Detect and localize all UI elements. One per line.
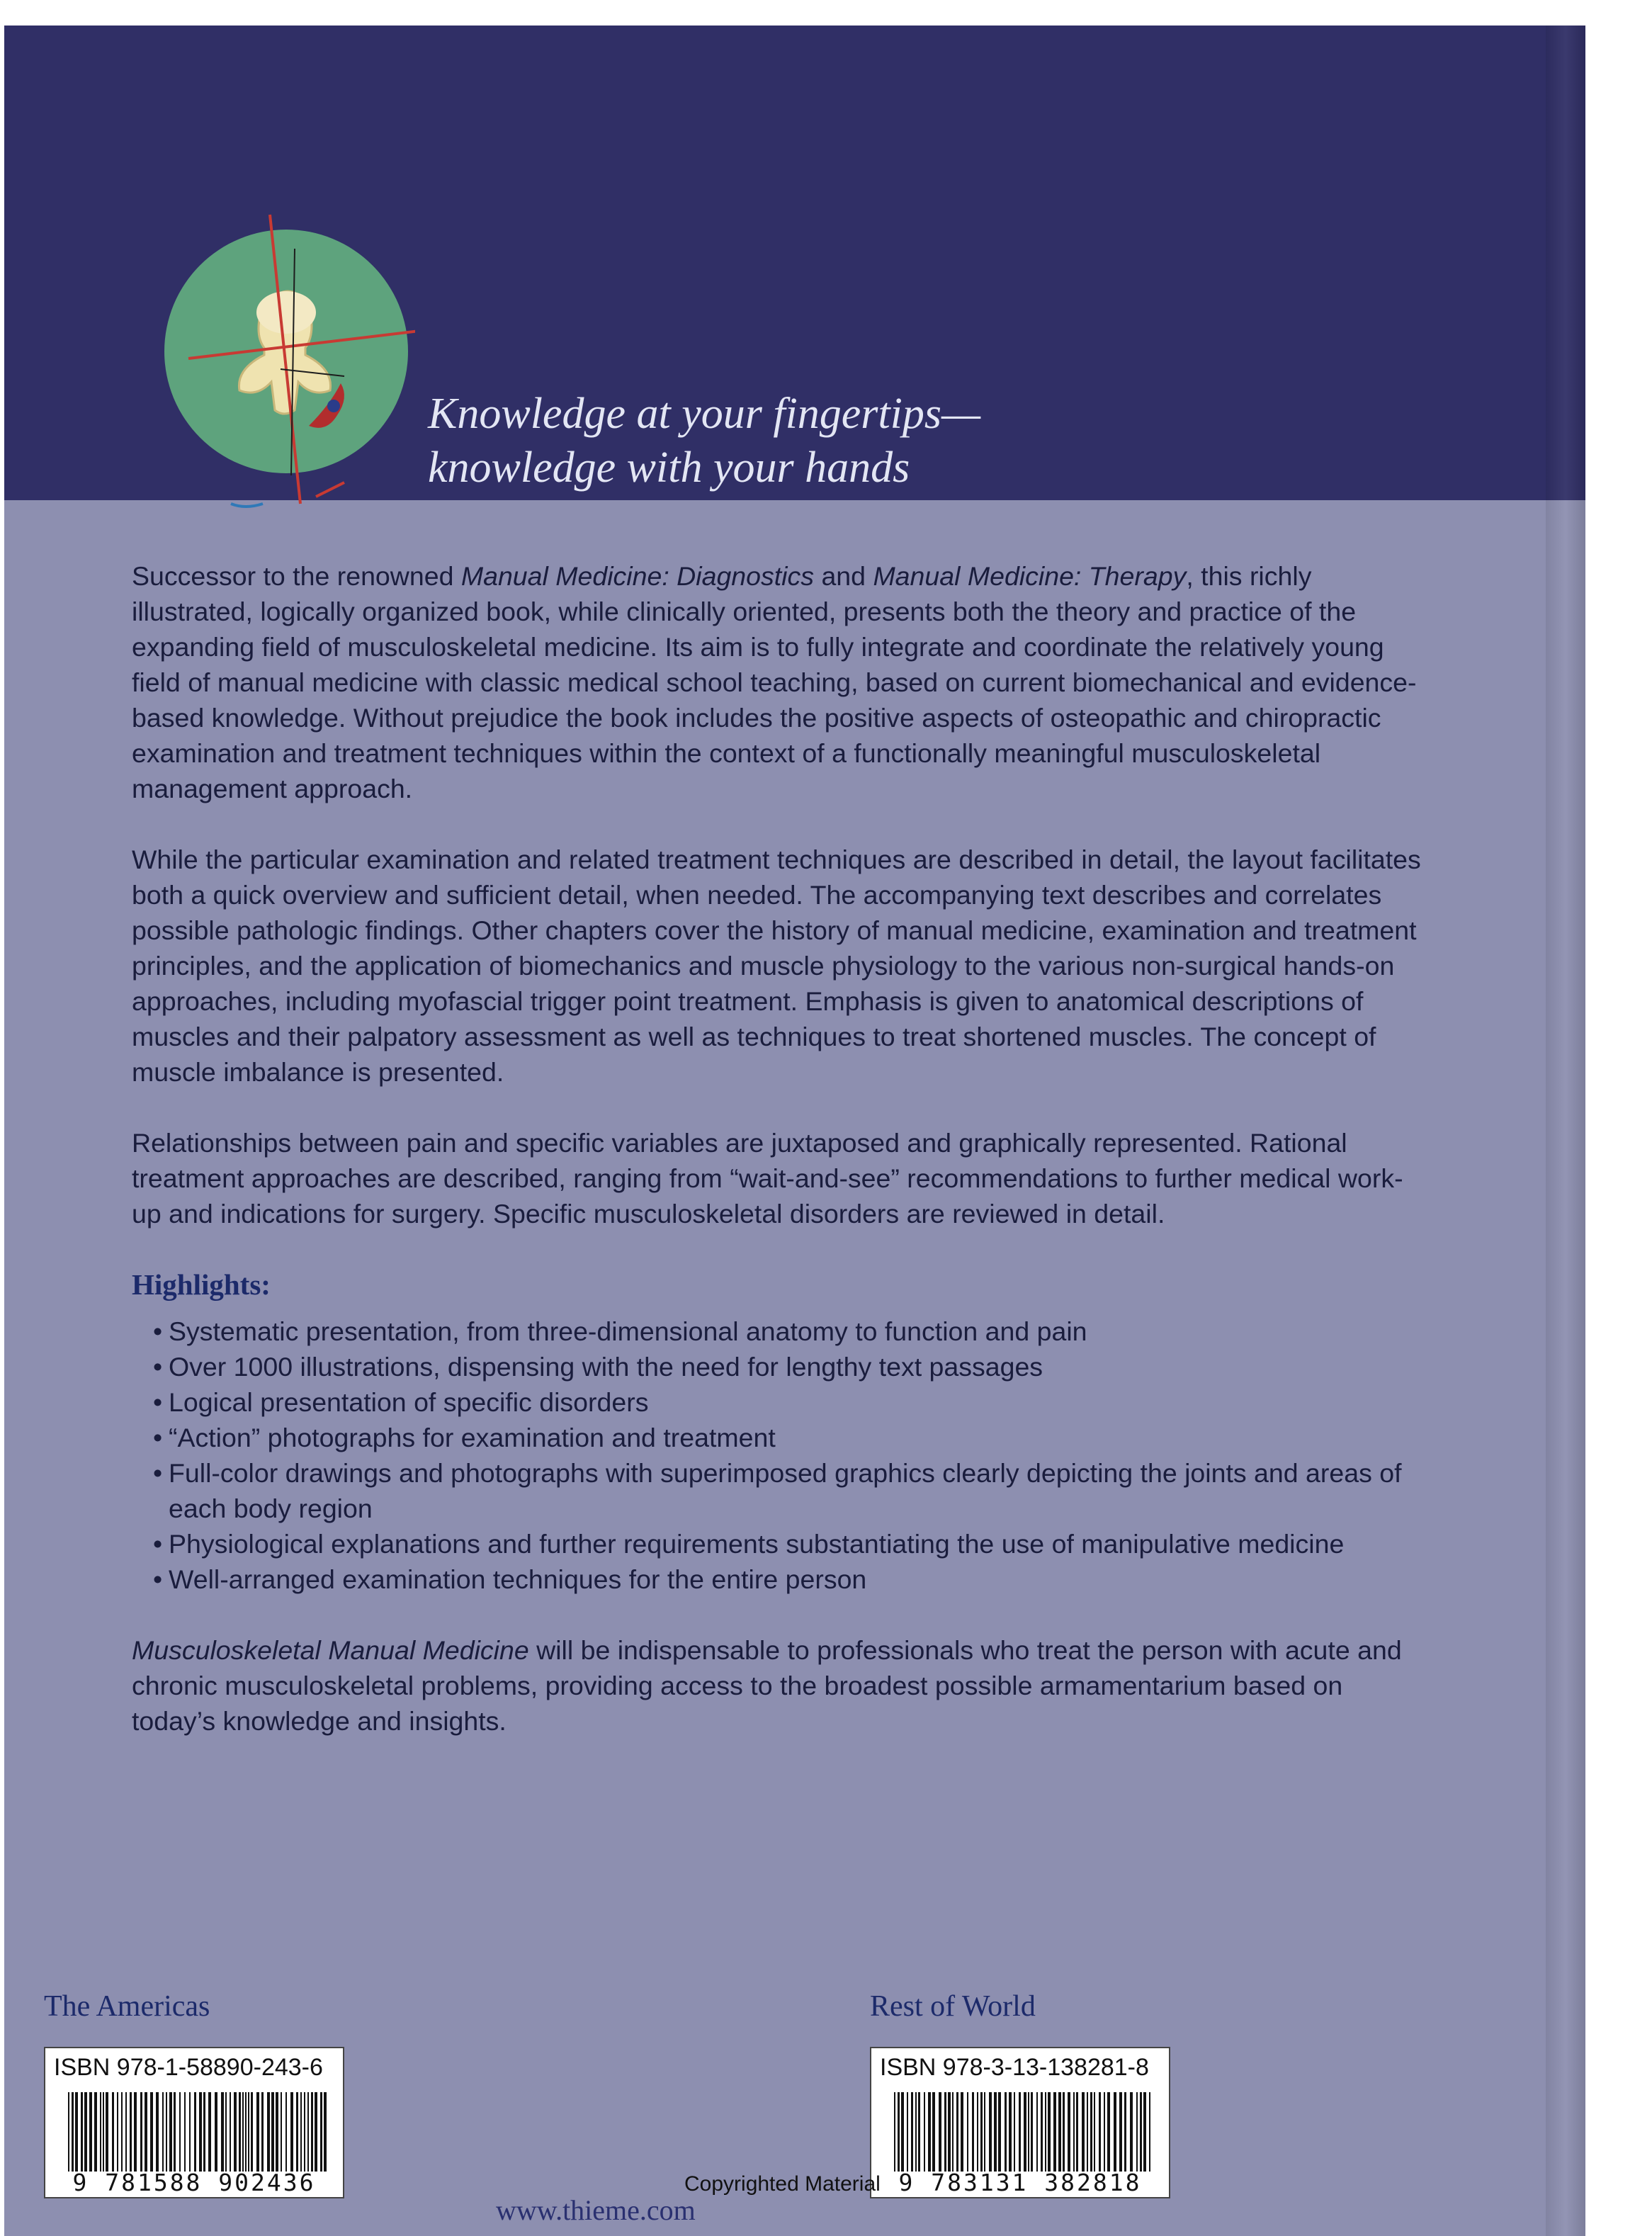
barcode-bar	[125, 2092, 127, 2172]
barcode-bar	[221, 2092, 224, 2172]
highlight-item: • Full-color drawings and photographs with superimposed graphics clearly depicting the joints and areas of each body region	[153, 1455, 1421, 1526]
barcode-bar	[304, 2092, 305, 2172]
barcode-bar	[1068, 2092, 1070, 2172]
title-therapy: Manual Medicine: Therapy	[873, 561, 1187, 591]
barcode-bar	[75, 2092, 78, 2172]
paragraph-2: While the particular examination and related treatment techniques are described in detail, the layout facilitates both a quick overview and sufficient detail, when needed. The accompanying text describes and correlates possible pathologic findings. Other chapters cover the history of manual medicine, examination and treatment principles, and the application of biomechanics and muscle physiology to the various non-surgical hands-on approaches, including myofascial trigger point treatment. Emphasis is given to anatomical descriptions of muscles and their palpatory assessment as well as techniques to treat shortened muscles. The concept of muscle imbalance is presented.	[132, 845, 1421, 1087]
barcode-bar	[1024, 2092, 1026, 2172]
barcode-bar	[924, 2092, 925, 2172]
barcode-bar	[225, 2092, 227, 2172]
barcode-bar	[948, 2092, 951, 2172]
barcode-world	[891, 2092, 1153, 2172]
barcode-bar	[112, 2092, 114, 2172]
barcode-bar	[145, 2092, 147, 2172]
closing-paragraph	[132, 1632, 1421, 1739]
barcode-bar	[324, 2092, 327, 2172]
tagline-line-1: Knowledge at your fingertips—	[428, 390, 981, 438]
barcode-bar	[1124, 2092, 1126, 2172]
barcode-bar	[271, 2092, 274, 2172]
barcode-bar	[261, 2092, 264, 2172]
spine-vertebra-emblem-icon	[160, 206, 415, 518]
barcode-bar	[89, 2092, 92, 2172]
barcode-bar	[100, 2092, 101, 2172]
barcode-bar	[203, 2092, 205, 2172]
barcode-bar	[1041, 2092, 1043, 2172]
barcode-bar	[68, 2092, 69, 2172]
paragraph-1-text-c: , this richly illustrated, logically organized book, while clinically oriented, presents both the theory and practice of the expanding field of musculoskeletal medicine. Its aim is to fully integrate and coordinate the relatively young field of manual medicine with classic medical school teaching, based on current biomechanical and evidence-based knowledge. Without prejudice the book includes the positive aspects of osteopathic and chiropractic examination and treatment techniques within the context of a functionally meaningful musculoskeletal management approach.	[132, 561, 1417, 803]
barcode-bar	[230, 2092, 231, 2172]
book-back-cover	[4, 26, 1585, 2236]
barcode-bar	[179, 2092, 181, 2172]
book-title-italic: Musculoskeletal Manual Medicine	[132, 1635, 529, 1665]
barcode-bar	[84, 2092, 87, 2172]
highlight-item: • Logical presentation of specific disorders	[153, 1384, 1421, 1420]
barcode-bar	[194, 2092, 196, 2172]
barcode-bar	[998, 2092, 1001, 2172]
barcode-bar	[1099, 2092, 1101, 2172]
americas-isbn-box	[44, 2047, 344, 2198]
barcode-bar	[1005, 2092, 1007, 2172]
barcode-bar	[1058, 2092, 1061, 2172]
barcode-bar	[156, 2092, 159, 2172]
barcode-bar	[894, 2092, 895, 2172]
paragraph-1-text-a: Successor to the renowned	[132, 561, 461, 591]
barcode-bar	[1119, 2092, 1122, 2172]
barcode-bar	[208, 2092, 211, 2172]
barcode-bar	[972, 2092, 974, 2172]
barcode-bar	[315, 2092, 317, 2172]
barcode-bar	[967, 2092, 968, 2172]
barcode-bar	[174, 2092, 176, 2172]
barcode-bar	[281, 2092, 282, 2172]
barcode-bar	[72, 2092, 74, 2172]
barcode-bar	[1028, 2092, 1029, 2172]
americas-isbn: ISBN 978-1-58890-243-6	[54, 2054, 323, 2081]
barcode-bar	[1048, 2092, 1051, 2172]
barcode-bar	[106, 2092, 108, 2172]
barcode-bar	[320, 2092, 322, 2172]
barcode-bar	[944, 2092, 946, 2172]
barcode-bar	[1114, 2092, 1116, 2172]
barcode-bar	[117, 2092, 118, 2172]
barcode-bar	[267, 2092, 270, 2172]
copyright-watermark: Copyrighted Material	[684, 2172, 881, 2196]
barcode-bar	[918, 2092, 920, 2172]
barcode-bar	[184, 2092, 186, 2172]
barcode-bar	[961, 2092, 963, 2172]
barcode-bar	[956, 2092, 958, 2172]
barcode-bar	[1019, 2092, 1021, 2172]
highlight-item: • Physiological explanations and further requirements substantiating the use of manipulative medicine	[153, 1526, 1421, 1562]
barcode-bar	[150, 2092, 153, 2172]
barcode-bar	[1107, 2092, 1110, 2172]
paragraph-1	[132, 558, 1421, 806]
barcode-bar	[162, 2092, 164, 2172]
tagline	[428, 387, 1278, 495]
world-label: Rest of World	[870, 1990, 1036, 2023]
barcode-bar	[1031, 2092, 1033, 2172]
barcode-bar	[103, 2092, 104, 2172]
barcode-bar	[1094, 2092, 1095, 2172]
barcode-bar	[290, 2092, 293, 2172]
barcode-bar	[276, 2092, 278, 2172]
world-barcode-digits: 9 783131 382818	[898, 2169, 1142, 2196]
barcode-bar	[242, 2092, 244, 2172]
americas-barcode-digits: 9 781588 902436	[72, 2169, 316, 2196]
barcode-bar	[907, 2092, 908, 2172]
highlight-item: • “Action” photographs for examination and treatment	[153, 1420, 1421, 1455]
paragraph-3: Relationships between pain and specific variables are juxtaposed and graphically represented. Rational treatment approaches are described, ranging from “wait-and-see” recommendations to further medical work-up and indications for surgery. Specific musculoskeletal disorders are reviewed in detail.	[132, 1128, 1403, 1229]
barcode-bar	[134, 2092, 137, 2172]
barcode-bar	[1063, 2092, 1065, 2172]
title-diagnostics: Manual Medicine: Diagnostics	[460, 561, 815, 591]
barcode-bar	[1130, 2092, 1133, 2172]
barcode-bar	[1036, 2092, 1038, 2172]
highlights-title: Highlights:	[132, 1268, 271, 1301]
barcode-bar	[911, 2092, 913, 2172]
barcode-bar	[307, 2092, 309, 2172]
barcode-bar	[898, 2092, 900, 2172]
tagline-line-2: knowledge with your hands	[428, 444, 910, 492]
highlight-item: • Systematic presentation, from three-dimensional anatomy to function and pain	[153, 1314, 1421, 1349]
barcode-bar	[1143, 2092, 1146, 2172]
barcode-bar	[245, 2092, 247, 2172]
barcode-bar	[1053, 2092, 1056, 2172]
barcode-bar	[296, 2092, 298, 2172]
barcode-bar	[952, 2092, 954, 2172]
barcode-bar	[1073, 2092, 1075, 2172]
barcode-bar	[1045, 2092, 1046, 2172]
barcode-bar	[1076, 2092, 1078, 2172]
world-isbn-box	[870, 2047, 1170, 2198]
barcode-bar	[1090, 2092, 1092, 2172]
barcode-bar	[932, 2092, 935, 2172]
barcode-bar	[239, 2092, 241, 2172]
barcode-bar	[94, 2092, 97, 2172]
highlight-item: • Over 1000 illustrations, dispensing with the need for lengthy text passages	[153, 1349, 1421, 1384]
barcode-bar	[984, 2092, 985, 2172]
barcode-bar	[1149, 2092, 1150, 2172]
publisher-url[interactable]: www.thieme.com	[496, 2194, 696, 2226]
barcode-bar	[234, 2092, 237, 2172]
highlights-list	[132, 1314, 1421, 1597]
barcode-bar	[1082, 2092, 1085, 2172]
barcode-bar	[121, 2092, 123, 2172]
spine-edge	[1546, 26, 1585, 2236]
barcode-bar	[977, 2092, 978, 2172]
highlight-item: • Well-arranged examination techniques for the entire person	[153, 1562, 1421, 1597]
barcode-bar	[300, 2092, 302, 2172]
barcode-bar	[994, 2092, 997, 2172]
barcode-bar	[939, 2092, 941, 2172]
barcode-bar	[251, 2092, 253, 2172]
barcode-bar	[1009, 2092, 1012, 2172]
barcode-bar	[169, 2092, 172, 2172]
barcode-bar	[1014, 2092, 1015, 2172]
americas-label: The Americas	[44, 1990, 210, 2023]
description	[132, 558, 1421, 1774]
barcode-bar	[928, 2092, 931, 2172]
barcode-bar	[1104, 2092, 1105, 2172]
paragraph-1-text-b: and	[814, 561, 873, 591]
barcode-bar	[285, 2092, 287, 2172]
world-isbn: ISBN 978-3-13-138281-8	[880, 2054, 1149, 2081]
barcode-bar	[1087, 2092, 1088, 2172]
barcode-bar	[980, 2092, 983, 2172]
barcode-bar	[81, 2092, 83, 2172]
barcode-bar	[130, 2092, 132, 2172]
barcode-bar	[915, 2092, 917, 2172]
barcode-bar	[989, 2092, 992, 2172]
barcode-bar	[901, 2092, 904, 2172]
barcode-bar	[215, 2092, 217, 2172]
barcode-bar	[166, 2092, 167, 2172]
barcode-bar	[189, 2092, 191, 2172]
barcode-americas	[65, 2092, 327, 2172]
barcode-bar	[140, 2092, 142, 2172]
barcode-bar	[199, 2092, 202, 2172]
barcode-bar	[1140, 2092, 1142, 2172]
closing-text: will be indispensable to professionals who treat the person with acute and chronic musculoskeletal problems, providing access to the broadest possible armamentarium based on today’s knowledge and insights.	[132, 1635, 1402, 1736]
barcode-bar	[1136, 2092, 1138, 2172]
barcode-bar	[248, 2092, 249, 2172]
barcode-bar	[311, 2092, 313, 2172]
barcode-bar	[256, 2092, 259, 2172]
